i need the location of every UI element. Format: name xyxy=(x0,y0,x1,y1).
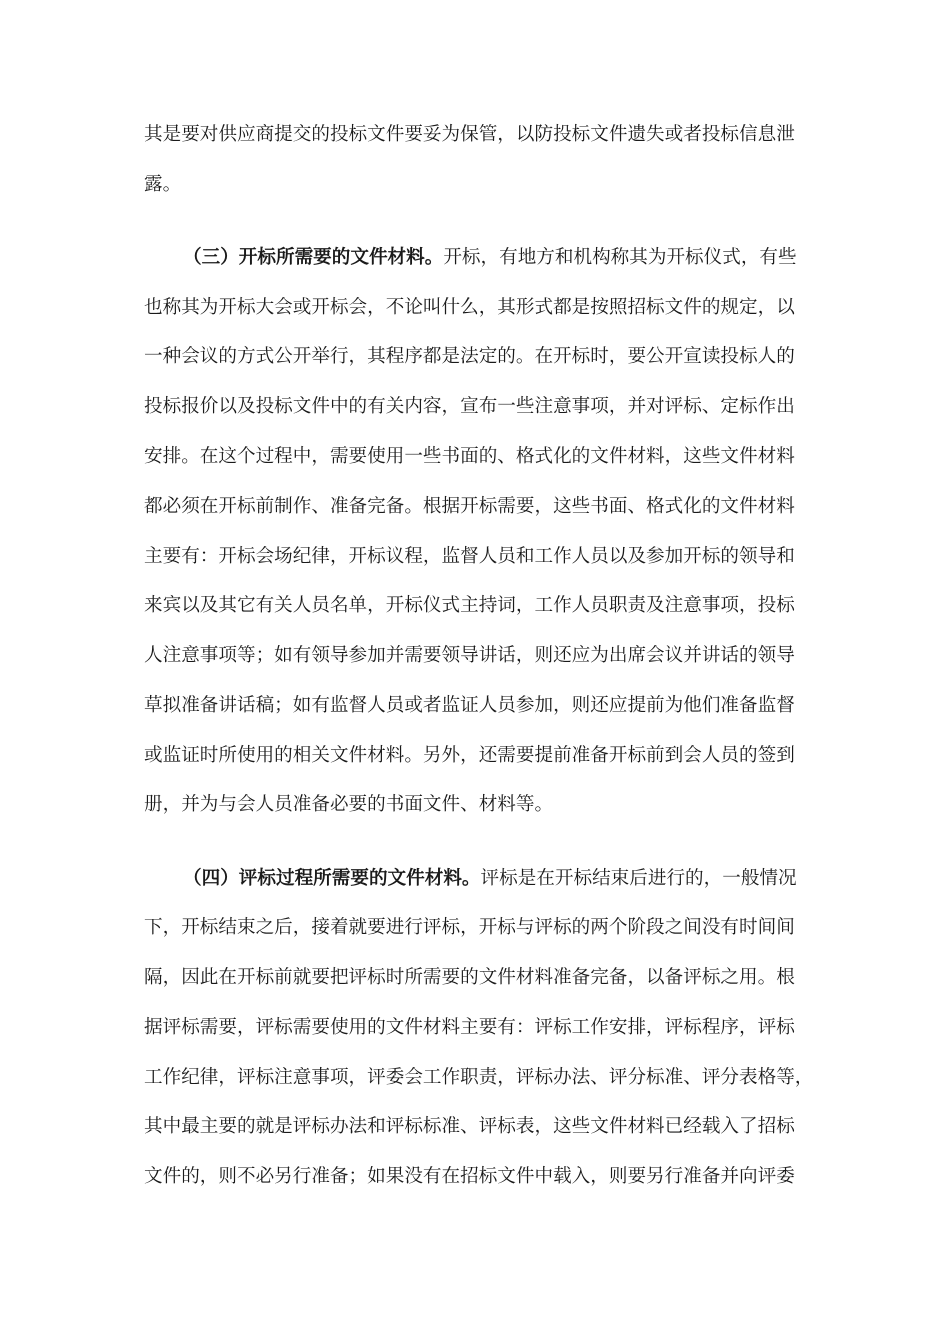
intro-line-2: 露。 xyxy=(144,174,182,195)
section3-heading: （三）开标所需要的文件材料。 xyxy=(183,247,444,268)
section3-line: 也称其为开标大会或开标会，不论叫什么，其形式都是按照招标文件的规定，以 xyxy=(144,297,795,318)
section3-first-line-text: 开标，有地方和机构称其为开标仪式，有些 xyxy=(443,247,797,268)
section3-line: 来宾以及其它有关人员名单，开标仪式主持词，工作人员职责及注意事项，投标 xyxy=(144,595,795,616)
section4-line: 下，开标结束之后，接着就要进行评标，开标与评标的两个阶段之间没有时间间 xyxy=(144,917,795,938)
section3-line: 都必须在开标前制作、准备完备。根据开标需要，这些书面、格式化的文件材料 xyxy=(144,496,795,517)
section4-heading: （四）评标过程所需要的文件材料。 xyxy=(183,868,481,889)
section3-line: 投标报价以及投标文件中的有关内容，宣布一些注意事项，并对评标、定标作出 xyxy=(144,396,795,417)
section3-line: 主要有：开标会场纪律，开标议程，监督人员和工作人员以及参加开标的领导和 xyxy=(144,546,795,567)
section4-line: 工作纪律，评标注意事项，评委会工作职责，评标办法、评分标准、评分表格等， xyxy=(144,1067,814,1088)
section4-first-line-text: 评标是在开标结束后进行的，一般情况 xyxy=(480,868,797,889)
section3-line: 或监证时所使用的相关文件材料。另外，还需要提前准备开标前到会人员的签到 xyxy=(144,745,795,766)
section3-line: 人注意事项等；如有领导参加并需要领导讲话，则还应为出席会议并讲话的领导 xyxy=(144,645,795,666)
section4-line: 隔，因此在开标前就要把评标时所需要的文件材料准备完备，以备评标之用。根 xyxy=(144,967,795,988)
section3-line: 草拟准备讲话稿；如有监督人员或者监证人员参加，则还应提前为他们准备监督 xyxy=(144,695,795,716)
section4-line: 其中最主要的就是评标办法和评标标准、评标表，这些文件材料已经载入了招标 xyxy=(144,1116,795,1137)
section3-line: 一种会议的方式公开举行，其程序都是法定的。在开标时，要公开宣读投标人的 xyxy=(144,346,795,367)
section4-first-line xyxy=(183,864,814,894)
section4-line: 文件的，则不必另行准备；如果没有在招标文件中载入，则要另行准备并向评委 xyxy=(144,1166,795,1187)
section3-line: 安排。在这个过程中，需要使用一些书面的、格式化的文件材料，这些文件材料 xyxy=(144,446,795,467)
section3-first-line xyxy=(183,243,814,273)
section3-line: 册，并为与会人员准备必要的书面文件、材料等。 xyxy=(144,794,554,815)
intro-line-1: 其是要对供应商提交的投标文件要妥为保管，以防投标文件遗失或者投标信息泄 xyxy=(144,124,795,145)
section4-line: 据评标需要，评标需要使用的文件材料主要有：评标工作安排，评标程序，评标 xyxy=(144,1017,795,1038)
